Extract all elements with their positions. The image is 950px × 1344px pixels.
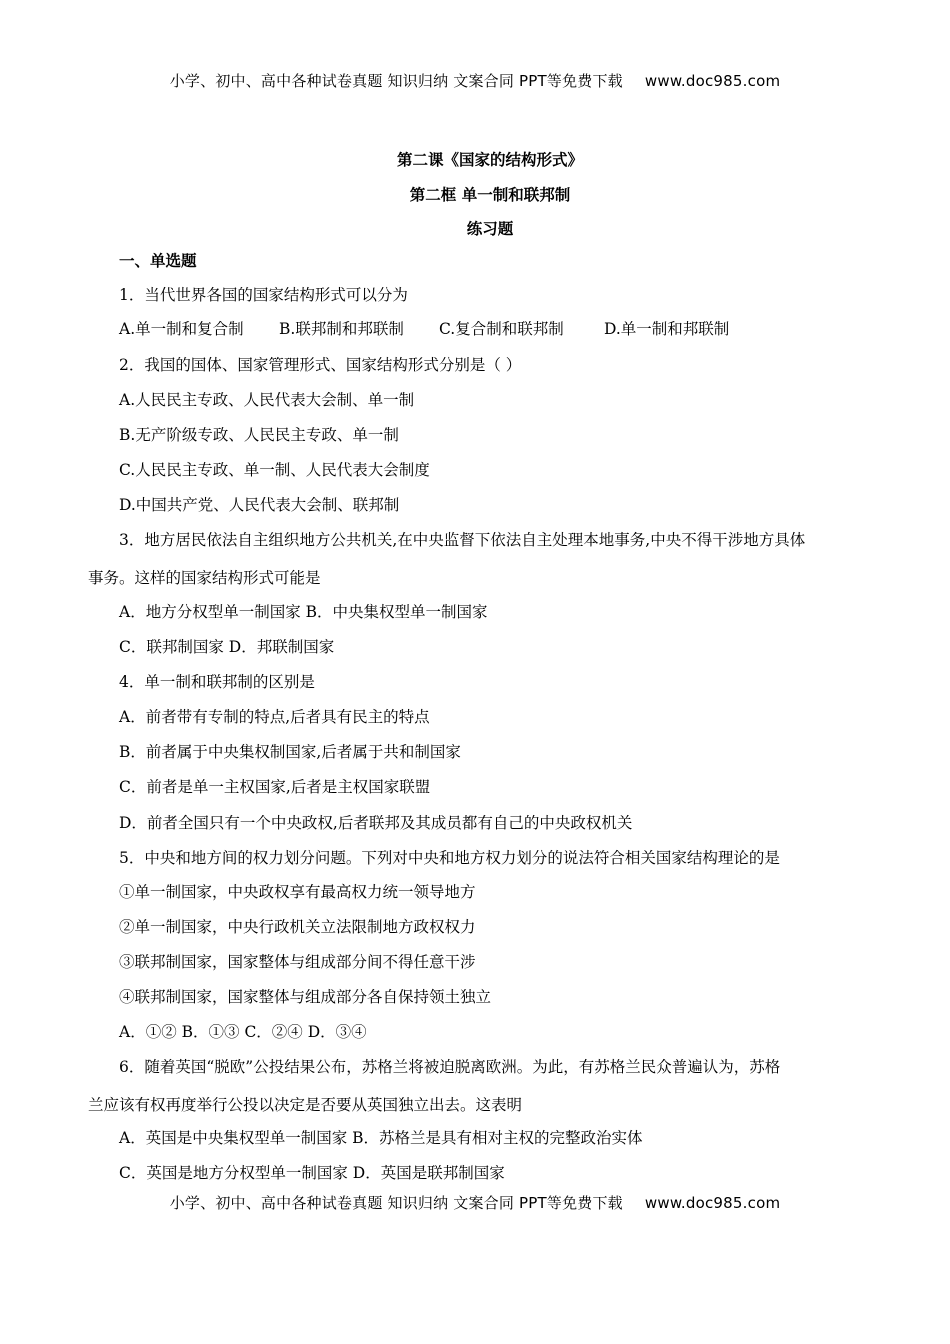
page-footer — [0, 1192, 950, 1213]
q5-item-4: ④联邦制国家，国家整体与组成部分各自保持领土独立 — [119, 988, 492, 1006]
q4-option-c: C．前者是单一主权国家,后者是主权国家联盟 — [119, 778, 431, 796]
frame-title: 第二框 单一制和联邦制 — [409, 186, 571, 204]
q6-stem-line2: 兰应该有权再度举行公投以决定是否要从英国独立出去。这表明 — [88, 1096, 523, 1114]
q3-stem-line2: 事务。这样的国家结构形式可能是 — [88, 569, 321, 587]
q6-options-line1: A．英国是中央集权型单一制国家 B．苏格兰是具有相对主权的完整政治实体 — [119, 1129, 643, 1147]
q1-option-b: B.联邦制和邦联制 — [279, 320, 404, 338]
footer-url[interactable]: www.doc985.com — [644, 1194, 781, 1212]
q4-option-b: B．前者属于中央集权制国家,后者属于共和制国家 — [119, 743, 461, 761]
q1-option-a: A.单一制和复合制 — [119, 320, 244, 338]
q3-options-line1: A．地方分权型单一制国家 B．中央集权型单一制国家 — [119, 603, 488, 621]
q2-option-c: C.人民民主专政、单一制、人民代表大会制度 — [119, 461, 430, 479]
q1-option-d: D.单一制和邦联制 — [604, 320, 730, 338]
section-heading: 一、单选题 — [119, 252, 197, 270]
q4-option-a: A．前者带有专制的特点,后者具有民主的特点 — [119, 708, 430, 726]
exercise-title: 练习题 — [466, 220, 514, 238]
q3-options-line2: C．联邦制国家 D．邦联制国家 — [119, 638, 335, 656]
q1-option-c: C.复合制和联邦制 — [439, 320, 564, 338]
q5-item-3: ③联邦制国家，国家整体与组成部分间不得任意干涉 — [119, 953, 476, 971]
page-header — [0, 70, 950, 91]
q2-option-b: B.无产阶级专政、人民民主专政、单一制 — [119, 426, 399, 444]
header-text: 小学、初中、高中各种试卷真题 知识归纳 文案合同 PPT等免费下载 — [169, 72, 623, 90]
q6-options-line2: C．英国是地方分权型单一制国家 D．英国是联邦制国家 — [119, 1164, 505, 1182]
q2-stem: 2．我国的国体、国家管理形式、国家结构形式分别是（ ） — [119, 356, 522, 374]
lesson-title: 第二课《国家的结构形式》 — [396, 151, 583, 169]
header-url[interactable]: www.doc985.com — [644, 72, 781, 90]
q4-stem: 4．单一制和联邦制的区别是 — [119, 673, 315, 691]
q1-options — [119, 319, 879, 339]
q5-options: A．①② B．①③ C．②④ D．③④ — [119, 1023, 367, 1041]
q1-stem: 1．当代世界各国的国家结构形式可以分为 — [119, 286, 408, 304]
q5-item-2: ②单一制国家，中央行政机关立法限制地方政权权力 — [119, 918, 476, 936]
q5-item-1: ①单一制国家，中央政权享有最高权力统一领导地方 — [119, 883, 476, 901]
q2-option-a: A.人民民主专政、人民代表大会制、单一制 — [119, 391, 415, 409]
footer-text: 小学、初中、高中各种试卷真题 知识归纳 文案合同 PPT等免费下载 — [169, 1194, 623, 1212]
q4-option-d: D．前者全国只有一个中央政权,后者联邦及其成员都有自己的中央政权机关 — [119, 814, 633, 832]
q2-option-d: D.中国共产党、人民代表大会制、联邦制 — [119, 496, 400, 514]
q3-stem-line1: 3．地方居民依法自主组织地方公共机关,在中央监督下依法自主处理本地事务,中央不得干涉地方具体 — [119, 531, 806, 549]
q5-stem: 5．中央和地方间的权力划分问题。下列对中央和地方权力划分的说法符合相关国家结构理论的是 — [119, 849, 780, 867]
q6-stem-line1: 6．随着英国“脱欧”公投结果公布，苏格兰将被迫脱离欧洲。为此，有苏格兰民众普遍认为，苏格 — [119, 1058, 781, 1076]
